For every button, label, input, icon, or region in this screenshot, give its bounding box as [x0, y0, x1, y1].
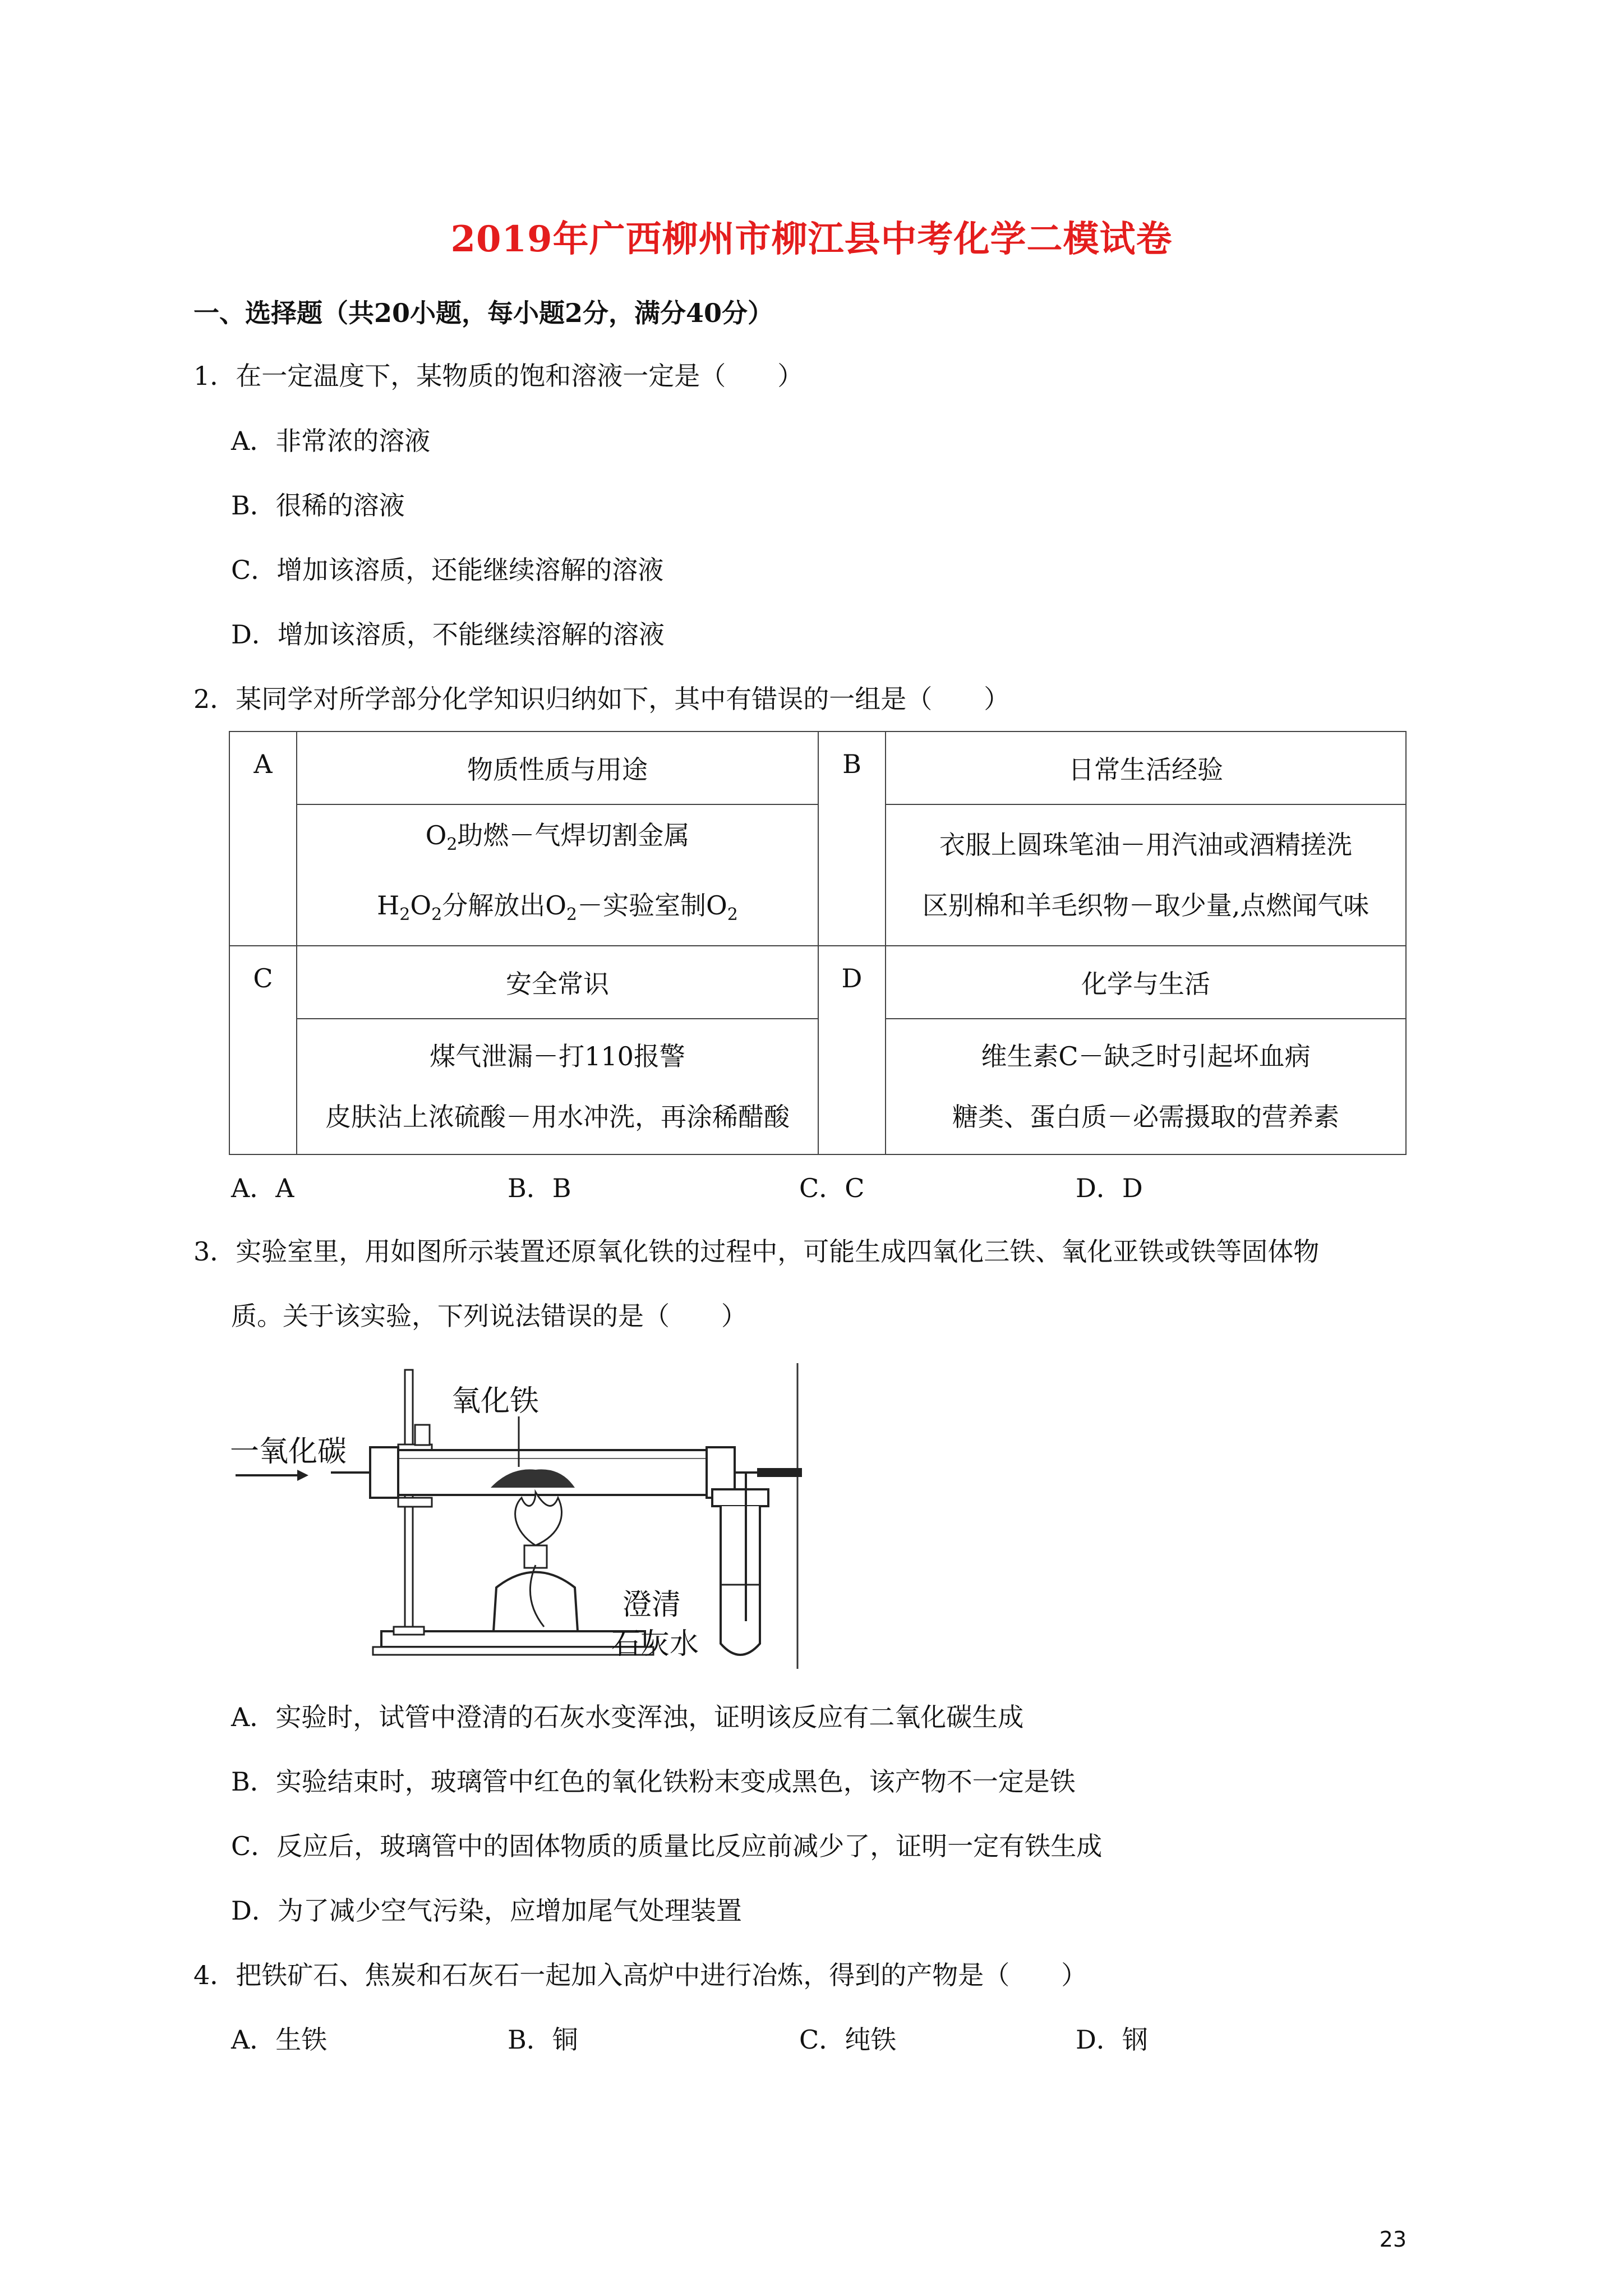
- table-a-line1: $O_2$助燃－气焊切割金属: [425, 820, 690, 854]
- table-b-line2: 区别棉和羊毛织物－取少量,点燃闻气味: [922, 890, 1370, 921]
- q3-stem-line1: 3．实验室里，用如图所示装置还原氧化铁的过程中，可能生成四氧化三铁、氧化亚铁或铁等固体物: [193, 1236, 1320, 1267]
- table-cell-b: [886, 804, 1406, 946]
- label-limewater-1: 澄清: [623, 1588, 681, 1622]
- table-header-c: 安全常识: [297, 946, 818, 1019]
- q3-option-c: C．反应后，玻璃管中的固体物质的质量比反应前减少了，证明一定有铁生成: [231, 1831, 1103, 1861]
- q4-stem: 4．把铁矿石、焦炭和石灰石一起加入高炉中进行冶炼，得到的产物是（ ）: [193, 1960, 1087, 1990]
- q4-option-a: A．生铁: [231, 2024, 328, 2055]
- q3-option-a: A．实验时，试管中澄清的石灰水变浑浊，证明该反应有二氧化碳生成: [231, 1702, 1024, 1732]
- label-iron-oxide: 氧化铁: [451, 1384, 540, 1418]
- q4-option-c: C．纯铁: [799, 2024, 897, 2055]
- q2-stem: 2．某同学对所学部分化学知识归纳如下，其中有错误的一组是（ ）: [193, 684, 1010, 714]
- table-cell-d: [886, 1019, 1406, 1154]
- q1-option-a: A．非常浓的溶液: [231, 426, 431, 456]
- table-c-line1: 煤气泄漏－打110报警: [430, 1041, 685, 1071]
- table-key-b: B: [818, 731, 886, 946]
- label-carbon-monoxide: 一氧化碳: [230, 1435, 347, 1469]
- q2-option-d: D．D: [1076, 1173, 1143, 1203]
- knowledge-table: [229, 731, 1407, 1155]
- page-title: 2019年广西柳州市柳江县中考化学二模试卷: [450, 218, 1173, 260]
- q3-option-b: B．实验结束时，玻璃管中红色的氧化铁粉末变成黑色，该产物不一定是铁: [231, 1766, 1076, 1797]
- q1-option-c: C．增加该溶质，还能继续溶解的溶液: [231, 555, 664, 585]
- section-heading: 一、选择题（共20小题，每小题2分，满分40分）: [193, 298, 774, 328]
- q4-option-b: B．铜: [508, 2024, 578, 2055]
- table-c-line2: 皮肤沾上浓硫酸－用水冲洗，再涂稀醋酸: [325, 1102, 790, 1132]
- table-d-line1: 维生素C－缺乏时引起坏血病: [981, 1041, 1311, 1071]
- apparatus-figure: [230, 1363, 802, 1669]
- q4-option-d: D．钢: [1076, 2024, 1148, 2055]
- q3-stem-line2: 质。关于该实验，下列说法错误的是（ ）: [231, 1301, 747, 1331]
- label-limewater-2: 石灰水: [611, 1627, 699, 1661]
- q1-option-b: B．很稀的溶液: [231, 490, 405, 521]
- table-b-line1: 衣服上圆珠笔油－用汽油或酒精搓洗: [939, 830, 1352, 860]
- q3-option-d: D．为了减少空气污染，应增加尾气处理装置: [231, 1895, 742, 1926]
- table-header-b: 日常生活经验: [886, 731, 1406, 804]
- table-header-a: 物质性质与用途: [297, 731, 818, 804]
- table-cell-a: [297, 804, 818, 946]
- table-a-line2: $H_2O_2$分解放出$O_2-$实验室制$O_2$: [377, 890, 738, 924]
- q1-stem: 1．在一定温度下，某物质的饱和溶液一定是（ ）: [193, 361, 804, 391]
- page-number: 23: [1379, 2227, 1407, 2252]
- table-cell-c: [297, 1019, 818, 1154]
- table-key-d: D: [818, 946, 886, 1154]
- q2-option-c: C．C: [799, 1173, 865, 1203]
- q2-option-b: B．B: [508, 1173, 571, 1203]
- q2-option-a: A．A: [231, 1173, 294, 1203]
- table-header-d: 化学与生活: [886, 946, 1406, 1019]
- table-d-line2: 糖类、蛋白质－必需摄取的营养素: [952, 1102, 1339, 1132]
- q1-option-d: D．增加该溶质，不能继续溶解的溶液: [231, 619, 665, 650]
- table-key-c: C: [229, 946, 297, 1154]
- table-key-a: A: [229, 731, 297, 946]
